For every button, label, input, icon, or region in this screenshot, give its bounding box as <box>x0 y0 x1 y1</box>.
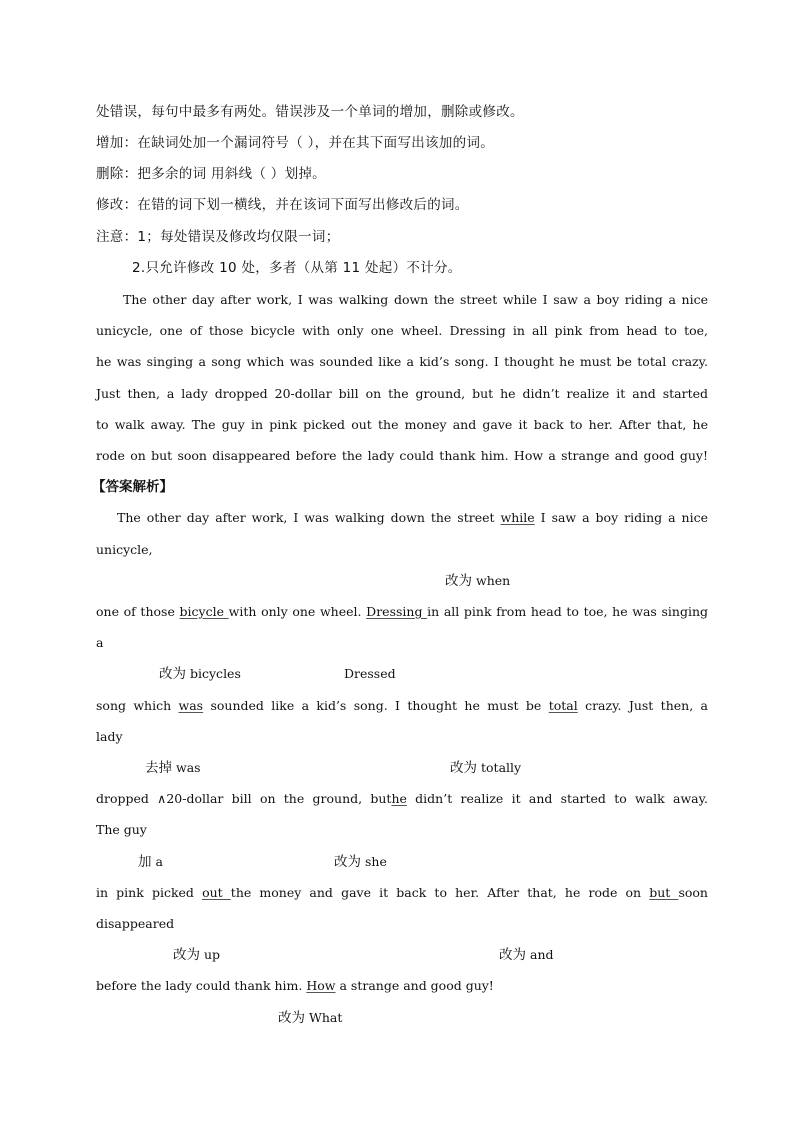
correction-note: Dressed <box>344 666 396 681</box>
correction-note: 加 a <box>138 854 163 870</box>
error-word: Dressing <box>366 604 428 619</box>
passage-line: to walk away. The guy in pink picked out the money and gave it back to her. After that, he <box>96 417 708 432</box>
instruction-note-1: 注意：1；每处错误及修改均仅限一词； <box>96 229 340 245</box>
answer-heading: 【答案解析】 <box>92 479 173 495</box>
instruction-modify: 修改：在错的词下划一横线，并在该词下面写出修改后的词。 <box>96 197 469 213</box>
answer-line: a <box>96 635 104 650</box>
correction-note: 改为 totally <box>450 760 522 776</box>
passage-line: Just then, a lady dropped 20-dollar bill on the ground, but he didn’t realize it and started <box>96 386 708 401</box>
error-word: was <box>178 698 204 713</box>
answer-line: lady <box>96 729 123 744</box>
correction-note: 改为 she <box>334 854 387 870</box>
answer-line: disappeared <box>96 916 175 931</box>
passage-line: The other day after work, I was walking down the street while I saw a boy riding a nice <box>123 292 708 307</box>
correction-note: 改为 when <box>445 573 511 589</box>
answer-line: unicycle, <box>96 542 153 557</box>
instruction-add: 增加：在缺词处加一个漏词符号（ ），并在其下面写出该加的词。 <box>96 135 495 151</box>
instruction-line: 处错误，每句中最多有两处。错误涉及一个单词的增加，删除或修改。 <box>96 104 524 120</box>
passage-line: he was singing a song which was sounded like a kid’s song. I thought he must be total crazy. <box>96 354 708 369</box>
error-word: while <box>500 510 535 525</box>
instruction-note-2: 2.只允许修改 10 处，多者（从第 11 处起）不计分。 <box>132 260 462 276</box>
instruction-delete: 删除：把多余的词 用斜线（ ）划掉。 <box>96 166 326 182</box>
correction-note: 改为 and <box>499 947 554 963</box>
error-word: out <box>202 885 231 900</box>
answer-line: dropped ∧20-dollar bill on the ground, buthe didn’t realize it and started to walk away. <box>96 791 708 806</box>
answer-line: song which was sounded like a kid’s song. I thought he must be total crazy. Just then, a <box>96 698 708 713</box>
error-word: How <box>306 978 336 993</box>
answer-line: The guy <box>96 822 147 837</box>
passage-line: unicycle, one of those bicycle with only one wheel. Dressing in all pink from head to toe, <box>96 323 708 338</box>
correction-note: 改为 up <box>173 947 221 963</box>
error-word: he <box>391 791 407 806</box>
error-word: bicycle <box>179 604 229 619</box>
answer-line: one of those bicycle with only one wheel. Dressing in all pink from head to toe, he was singing <box>96 604 709 619</box>
error-word: total <box>548 698 578 713</box>
answer-line: The other day after work, I was walking down the street while I saw a boy riding a nice <box>117 510 708 525</box>
correction-note: 去掉 was <box>145 760 201 776</box>
passage-line: rode on but soon disappeared before the lady could thank him. How a strange and good guy! <box>96 448 708 463</box>
error-word: but <box>649 885 679 900</box>
answer-line: in pink picked out the money and gave it back to her. After that, he rode on but soon <box>96 885 708 900</box>
correction-note: 改为 What <box>278 1010 343 1026</box>
correction-note: 改为 bicycles <box>159 666 241 682</box>
answer-line: before the lady could thank him. How a strange and good guy! <box>96 978 494 993</box>
